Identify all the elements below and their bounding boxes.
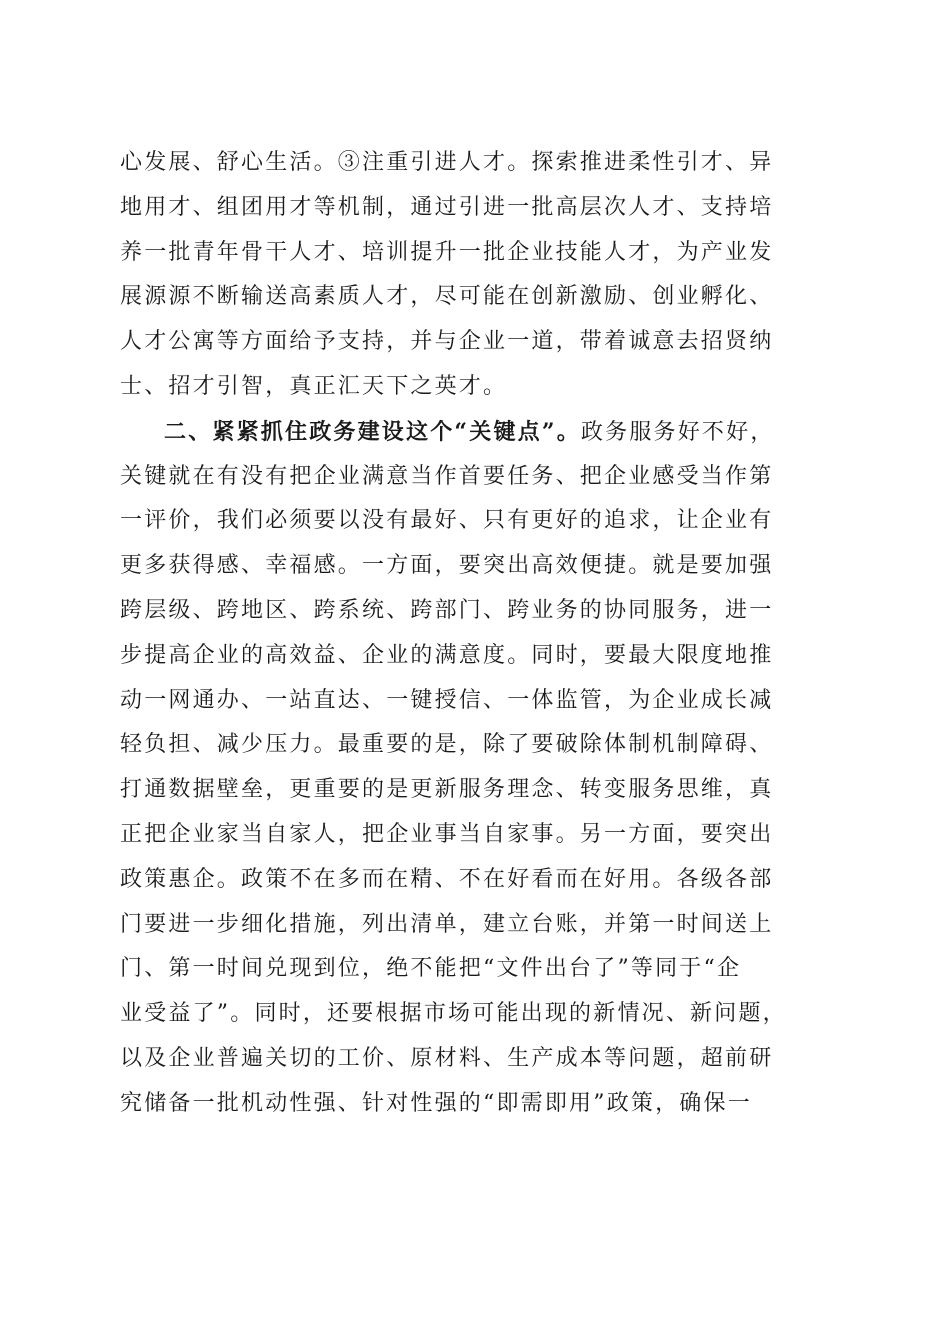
paragraph-line: 业受益了”。同时，还要根据市场可能出现的新情况、新问题，: [120, 1001, 787, 1027]
paragraph-line: 步提高企业的高效益、企业的满意度。同时，要最大限度地推: [120, 642, 774, 668]
paragraph-line: 打通数据壁垒，更重要的是更新服务理念、转变服务思维，真: [120, 777, 774, 803]
paragraph-line: 究储备一批机动性强、针对性强的“即需即用”政策，确保一: [120, 1090, 752, 1116]
paragraph-line: 政策惠企。政策不在多而在精、不在好看而在好用。各级各部: [120, 866, 774, 892]
section-heading: 二、紧紧抓住政务建设这个“关键点”。: [164, 418, 581, 445]
paragraph-line: 人才公寓等方面给予支持，并与企业一道，带着诚意去招贤纳: [120, 329, 774, 355]
paragraph-line: 门要进一步细化措施，列出清单，建立台账，并第一时间送上: [120, 911, 774, 937]
section-heading-continuation: 政务服务好不好，: [580, 419, 775, 445]
paragraph-line: 更多获得感、幸福感。一方面，要突出高效便捷。就是要加强: [120, 553, 774, 579]
paragraph-line: 地用才、组团用才等机制，通过引进一批高层次人才、支持培: [120, 194, 774, 220]
paragraph-line: 展源源不断输送高素质人才，尽可能在创新激励、创业孵化、: [120, 284, 774, 310]
section-heading-line: [120, 410, 835, 455]
paragraph-line: 轻负担、减少压力。最重要的是，除了要破除体制机制障碍、: [120, 732, 774, 758]
paragraph-line: 跨层级、跨地区、跨系统、跨部门、跨业务的协同服务，进一: [120, 597, 774, 623]
paragraph-line: 心发展、舒心生活。③注重引进人才。探索推进柔性引才、异: [120, 150, 774, 175]
paragraph-line: 一评价，我们必须要以没有最好、只有更好的追求，让企业有: [120, 508, 774, 534]
paragraph-line: 关键就在有没有把企业满意当作首要任务、把企业感受当作第: [120, 463, 774, 489]
paragraph-line: 士、招才引智，真正汇天下之英才。: [120, 373, 508, 399]
paragraph-line: 养一批青年骨干人才、培训提升一批企业技能人才，为产业发: [120, 239, 774, 265]
paragraph-line: 动一网通办、一站直达、一键授信、一体监管，为企业成长减: [120, 687, 774, 713]
document-body: [120, 141, 835, 1127]
paragraph-line: 正把企业家当自家人，把企业事当自家事。另一方面，要突出: [120, 821, 774, 847]
paragraph-line: 门、第一时间兑现到位，绝不能把“文件出台了”等同于“企: [120, 956, 742, 982]
paragraph-line: 以及企业普遍关切的工价、原材料、生产成本等问题，超前研: [120, 1045, 774, 1071]
